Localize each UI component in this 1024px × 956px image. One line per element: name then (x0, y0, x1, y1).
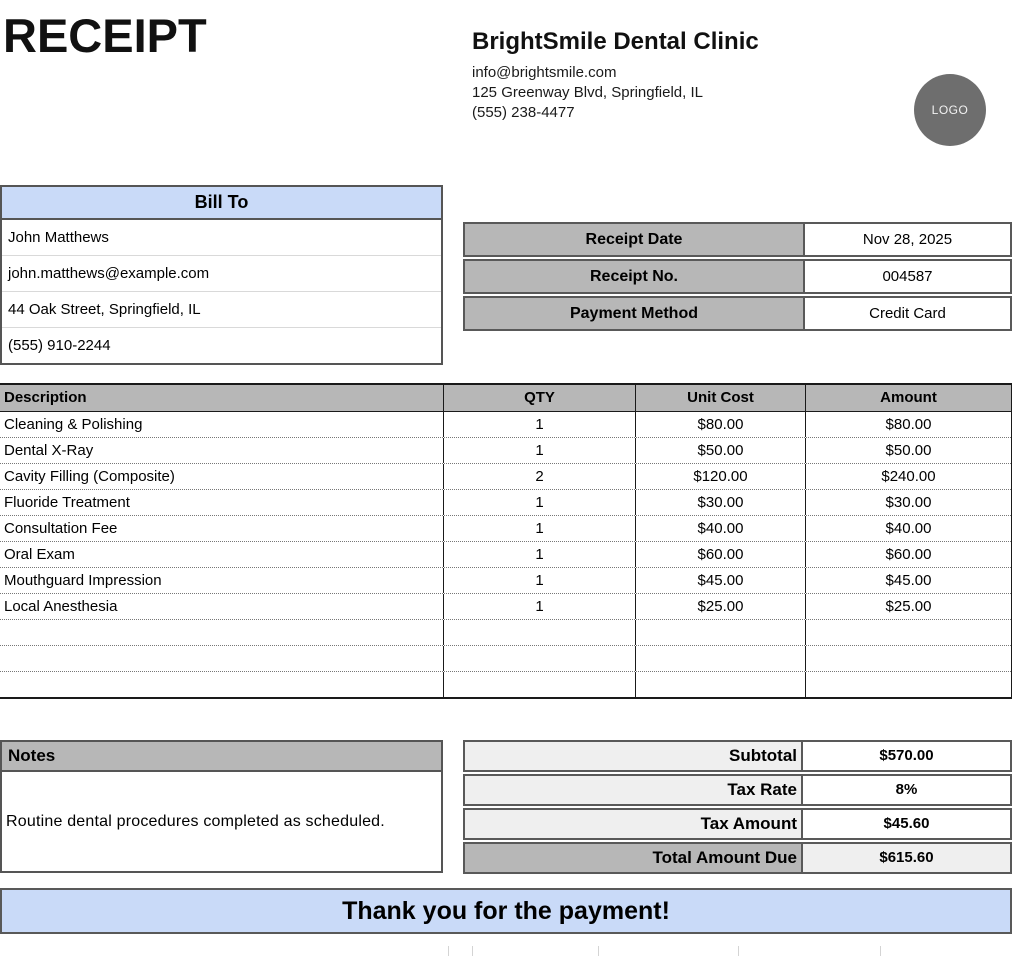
payment-method-label: Payment Method (465, 298, 805, 329)
clinic-name: BrightSmile Dental Clinic (472, 28, 759, 55)
clinic-info (472, 28, 902, 123)
bill-to-name: John Matthews (8, 229, 109, 246)
item-qty: 1 (443, 542, 635, 567)
item-amount: $30.00 (805, 490, 1011, 515)
item-qty: 1 (443, 438, 635, 463)
item-unit-cost: $50.00 (635, 438, 805, 463)
sheet-gridline (598, 946, 599, 956)
receipt-date-row (463, 222, 1012, 257)
bill-to-address: 44 Oak Street, Springfield, IL (2, 291, 441, 327)
total-amount-due-label: Total Amount Due (465, 844, 803, 872)
item-unit-cost: $30.00 (635, 490, 805, 515)
empty-table-row (0, 645, 1011, 671)
totals-table (463, 740, 1012, 876)
receipt-number-row (463, 259, 1012, 294)
line-items-header-row (0, 383, 1011, 412)
item-amount: $40.00 (805, 516, 1011, 541)
bill-to-phone: (555) 910-2244 (2, 327, 441, 363)
tax-rate-row (463, 774, 1012, 806)
bill-to-header: Bill To (2, 187, 441, 220)
empty-table-row (0, 619, 1011, 645)
item-qty: 1 (443, 568, 635, 593)
receipt-number-label: Receipt No. (465, 261, 805, 292)
item-unit-cost: $25.00 (635, 594, 805, 619)
column-header-unit-cost: Unit Cost (635, 385, 805, 411)
item-description: Local Anesthesia (4, 598, 118, 615)
item-description: Dental X-Ray (4, 442, 94, 459)
item-qty: 2 (443, 464, 635, 489)
item-amount: $45.00 (805, 568, 1011, 593)
item-amount: $60.00 (805, 542, 1011, 567)
bill-to-section (0, 185, 443, 365)
item-description: Fluoride Treatment (4, 494, 130, 511)
item-qty: 1 (443, 594, 635, 619)
receipt-date-value: Nov 28, 2025 (862, 231, 953, 248)
total-amount-due-row (463, 842, 1012, 874)
empty-table-row (0, 671, 1011, 697)
notes-body: Routine dental procedures completed as scheduled. (6, 812, 385, 830)
notes-header: Notes (2, 742, 441, 772)
thank-you-banner: Thank you for the payment! (0, 888, 1012, 934)
item-unit-cost: $45.00 (635, 568, 805, 593)
item-description: Consultation Fee (4, 520, 118, 537)
table-row (0, 437, 1011, 463)
item-amount: $50.00 (805, 438, 1011, 463)
tax-amount-label: Tax Amount (465, 810, 803, 838)
bill-to-email: john.matthews@example.com (2, 255, 441, 291)
item-description: Cavity Filling (Composite) (4, 468, 175, 485)
table-row (0, 567, 1011, 593)
table-row (0, 541, 1011, 567)
sheet-gridline (472, 946, 473, 956)
item-qty: 1 (443, 490, 635, 515)
line-items-table (0, 383, 1012, 699)
total-amount-due-value: $615.60 (803, 844, 1010, 872)
receipt-number-value: 004587 (882, 268, 933, 285)
column-header-description: Description (4, 389, 87, 406)
receipt-date-label: Receipt Date (465, 224, 805, 255)
page-title: RECEIPT (3, 9, 207, 62)
tax-amount-row (463, 808, 1012, 840)
tax-rate-label: Tax Rate (465, 776, 803, 804)
item-unit-cost: $120.00 (635, 464, 805, 489)
item-description: Mouthguard Impression (4, 572, 162, 589)
column-header-qty: QTY (443, 385, 635, 411)
table-row (0, 515, 1011, 541)
clinic-address: 125 Greenway Blvd, Springfield, IL (472, 84, 703, 101)
item-amount: $80.00 (805, 412, 1011, 437)
payment-method-value: Credit Card (869, 305, 946, 322)
logo-placeholder (914, 74, 986, 146)
item-amount: $25.00 (805, 594, 1011, 619)
table-row (0, 463, 1011, 489)
subtotal-row (463, 740, 1012, 772)
subtotal-label: Subtotal (465, 742, 803, 770)
item-qty: 1 (443, 516, 635, 541)
clinic-phone: (555) 238-4477 (472, 104, 575, 121)
tax-rate-value: 8% (803, 776, 1010, 804)
item-qty: 1 (443, 412, 635, 437)
table-row (0, 412, 1011, 437)
sheet-gridline (448, 946, 449, 956)
table-row (0, 489, 1011, 515)
column-header-amount: Amount (805, 385, 1011, 411)
sheet-gridline (738, 946, 739, 956)
tax-amount-value: $45.60 (803, 810, 1010, 838)
item-description: Cleaning & Polishing (4, 416, 143, 433)
item-amount: $240.00 (805, 464, 1011, 489)
receipt-info-table (463, 222, 1012, 333)
item-description: Oral Exam (4, 546, 75, 563)
item-unit-cost: $40.00 (635, 516, 805, 541)
subtotal-value: $570.00 (803, 742, 1010, 770)
payment-method-row (463, 296, 1012, 331)
item-unit-cost: $80.00 (635, 412, 805, 437)
item-unit-cost: $60.00 (635, 542, 805, 567)
notes-section (0, 740, 443, 873)
table-row (0, 593, 1011, 619)
logo-label: LOGO (931, 103, 969, 117)
clinic-email: info@brightsmile.com (472, 64, 617, 81)
sheet-gridline (880, 946, 881, 956)
